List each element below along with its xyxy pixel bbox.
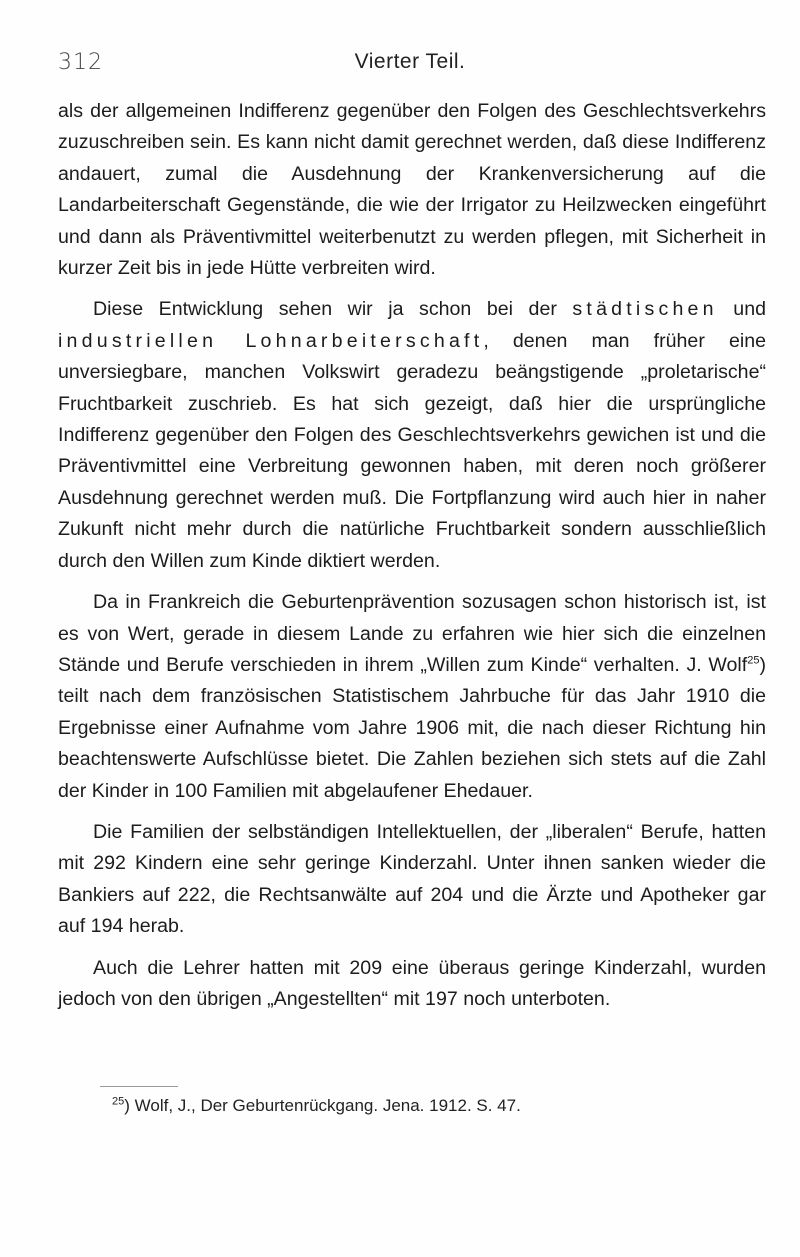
footnote-marker: 25 [112, 1095, 125, 1108]
footnote-reference: 25 [747, 654, 760, 667]
footnote-divider [100, 1086, 178, 1087]
body-text [58, 96, 766, 1025]
running-head: Vierter Teil. [354, 50, 466, 73]
paragraph-3-text-a: Da in Frankreich die Geburtenprävention sozusagen schon historisch ist, ist es von Wert, gerade in diesem Lande zu erfahren wie hier sich die einzelnen Stände und Berufe verschieden in ihrem „Willen zum Kinde“ verhalten. J. Wolf [58, 591, 766, 676]
paragraph-3-text-b: ) teilt nach dem französischen Statistischem Jahrbuche für das Jahr 1910 die Ergebnisse einer Aufnahme vom Jahre 1906 mit, die nach dieser Richtung hin beachtenswerte Aufschlüsse bietet. Die Zahlen beziehen sich stets auf die Zahl der Kinder in 100 Familien mit abgelaufener Ehedauer. [58, 653, 766, 802]
paragraph-2-text-c: , denen man früher eine unversiegbare, manchen Volkswirt geradezu beängstigende „proletarische“ Fruchtbarkeit zuschrieb. Es hat sich gezeigt, daß hier die ursprüngliche Indifferenz gegenüber den Folgen des Geschlechtsverkehrs gewichen ist und die Präventivmittel eine Verbreitung gewonnen haben, mit deren noch größerer Ausdehnung gerechnet werden muß. Die Fortpflanzung wird auch hier in naher Zukunft nicht mehr durch die natürliche Fruchtbarkeit sondern ausschließlich durch den Willen zum Kinde diktiert werden. [58, 329, 766, 572]
page-number: 312 [58, 50, 103, 75]
paragraph-2 [58, 294, 766, 577]
footnote [112, 1095, 521, 1117]
paragraph-1: als der allgemeinen Indifferenz gegenüber den Folgen des Geschlechtsverkehrs zuzuschreiben sein. Es kann nicht damit gerechnet werden, daß diese Indifferenz andauert, zumal die Ausdehnung der Krankenversicherung auf die Landarbeiterschaft Gegenstände, die wie der Irrigator zu Heilzwecken eingeführt und dann als Präventivmittel weiterbenutzt zu werden pflegen, mit Sicherheit in kurzer Zeit bis in jede Hütte verbreiten wird. [58, 100, 766, 280]
footnote-text: ) Wolf, J., Der Geburtenrückgang. Jena. 1912. S. 47. [124, 1096, 521, 1115]
paragraph-4: Die Familien der selbständigen Intellektuellen, der „liberalen“ Berufe, hatten mit 292 Kindern eine sehr geringe Kinderzahl. Unter ihnen sanken wieder die Bankiers auf 222, die Rechtsanwälte auf 204 und die Ärzte und Apotheker gar auf 194 herab. [58, 820, 766, 938]
paragraph-2-text-a: Diese Entwicklung sehen wir ja schon bei der [93, 298, 573, 321]
page-header [58, 50, 762, 84]
emphasis-lohnarbeiterschaft: industriellen Lohnarbeiterschaft [58, 329, 484, 352]
paragraph-3 [58, 587, 766, 807]
paragraph-2-text-b: und [717, 298, 766, 321]
emphasis-staedtischen: städtischen [572, 298, 718, 321]
paragraph-5: Auch die Lehrer hatten mit 209 eine überaus geringe Kinderzahl, wurden jedoch von den übrigen „Angestellten“ mit 197 noch unterboten. [58, 956, 766, 1010]
